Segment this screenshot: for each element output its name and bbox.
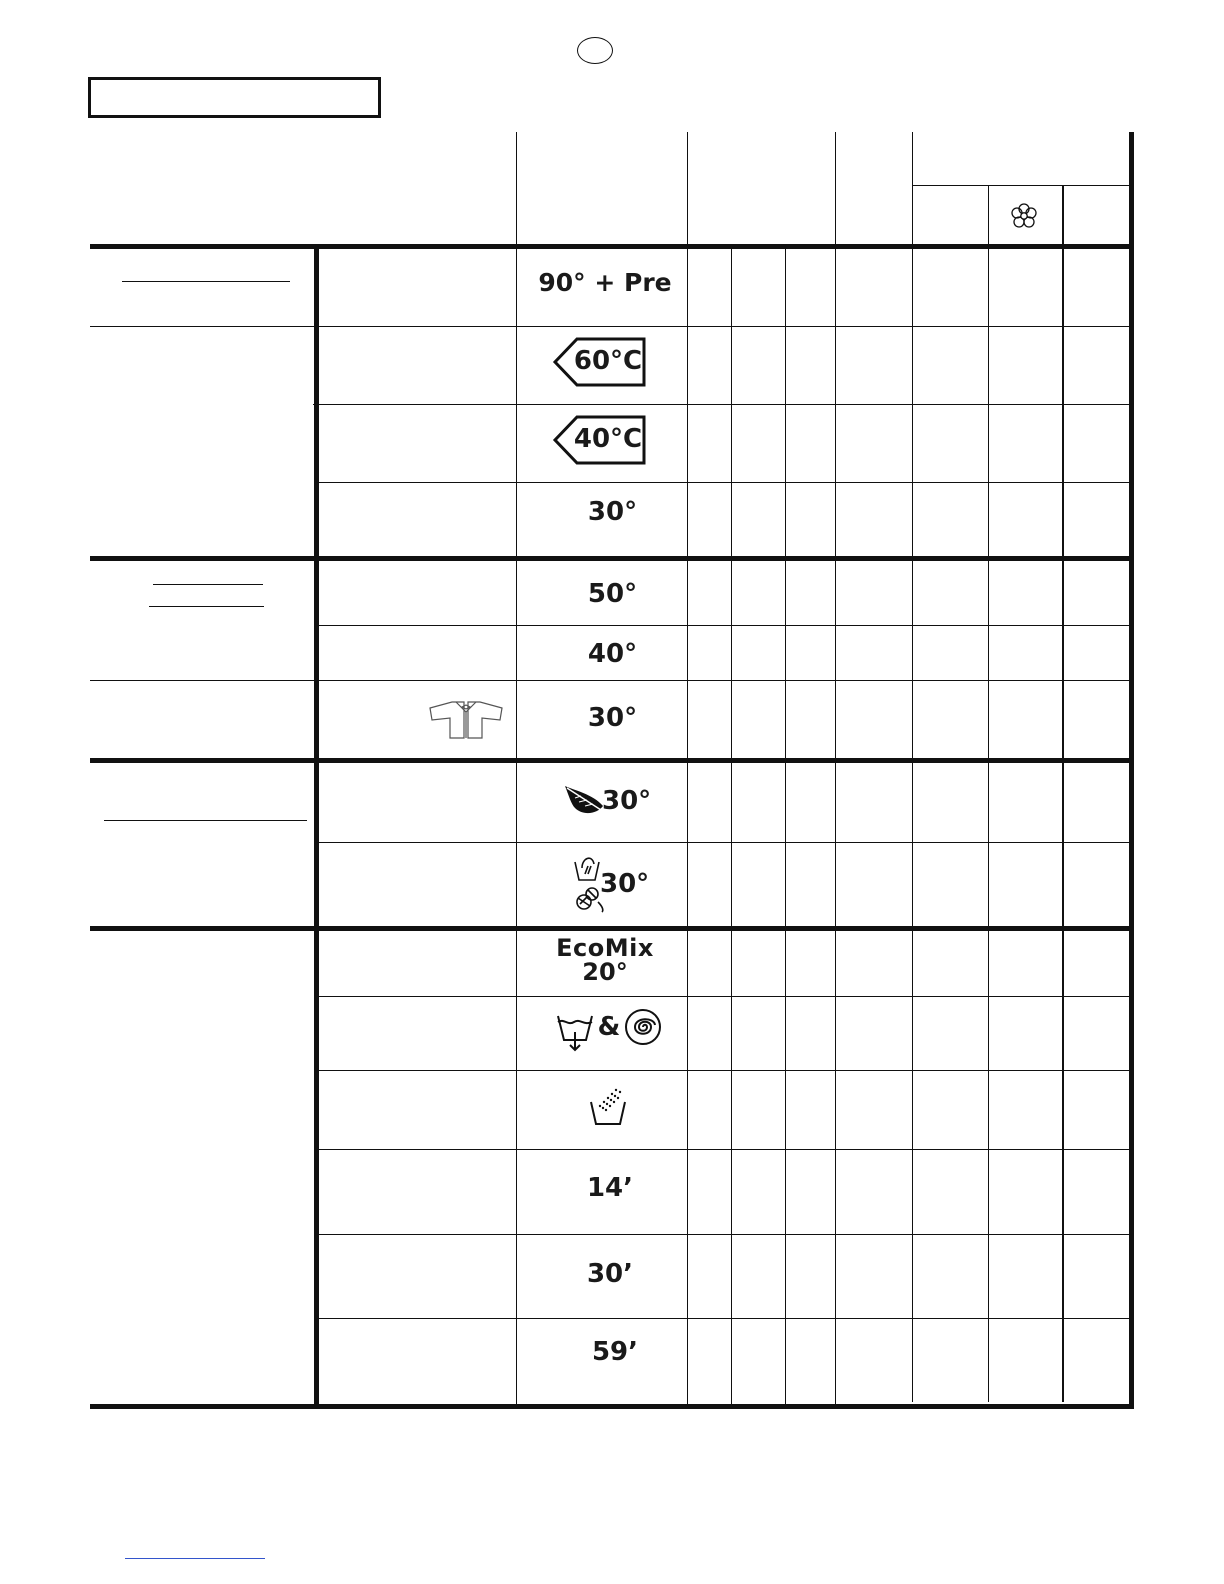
shirt-icon — [428, 698, 504, 740]
drain-spin-and: & — [597, 1012, 621, 1042]
spin-icon — [624, 1008, 662, 1046]
programme-duration-label: 30’ — [586, 1259, 634, 1289]
programme-temp-label: 30° — [587, 703, 638, 733]
programme-duration-label: 59’ — [591, 1337, 639, 1367]
programme-temp-label: 50° — [587, 579, 638, 609]
programme-temp-label: 30° — [600, 869, 650, 899]
flower-softener-icon — [1010, 202, 1038, 230]
programme-temp-label: 60°C — [573, 346, 643, 376]
feather-icon — [563, 784, 607, 818]
language-badge — [577, 37, 613, 64]
ecomix-temp-label: 20° — [582, 958, 628, 986]
programme-temp-label: 40°C — [573, 424, 643, 454]
title-box — [88, 77, 381, 118]
programme-temp-label: 30° — [602, 786, 652, 816]
drain-icon — [556, 1012, 594, 1052]
ecomix-label: EcoMix — [556, 934, 654, 962]
programme-temp-label: 30° — [587, 497, 638, 527]
programme-duration-label: 14’ — [586, 1173, 634, 1203]
programme-temp-label: 90° + Pre — [538, 268, 672, 297]
programme-temp-label: 40° — [587, 639, 638, 669]
rinse-shower-icon — [588, 1088, 628, 1128]
